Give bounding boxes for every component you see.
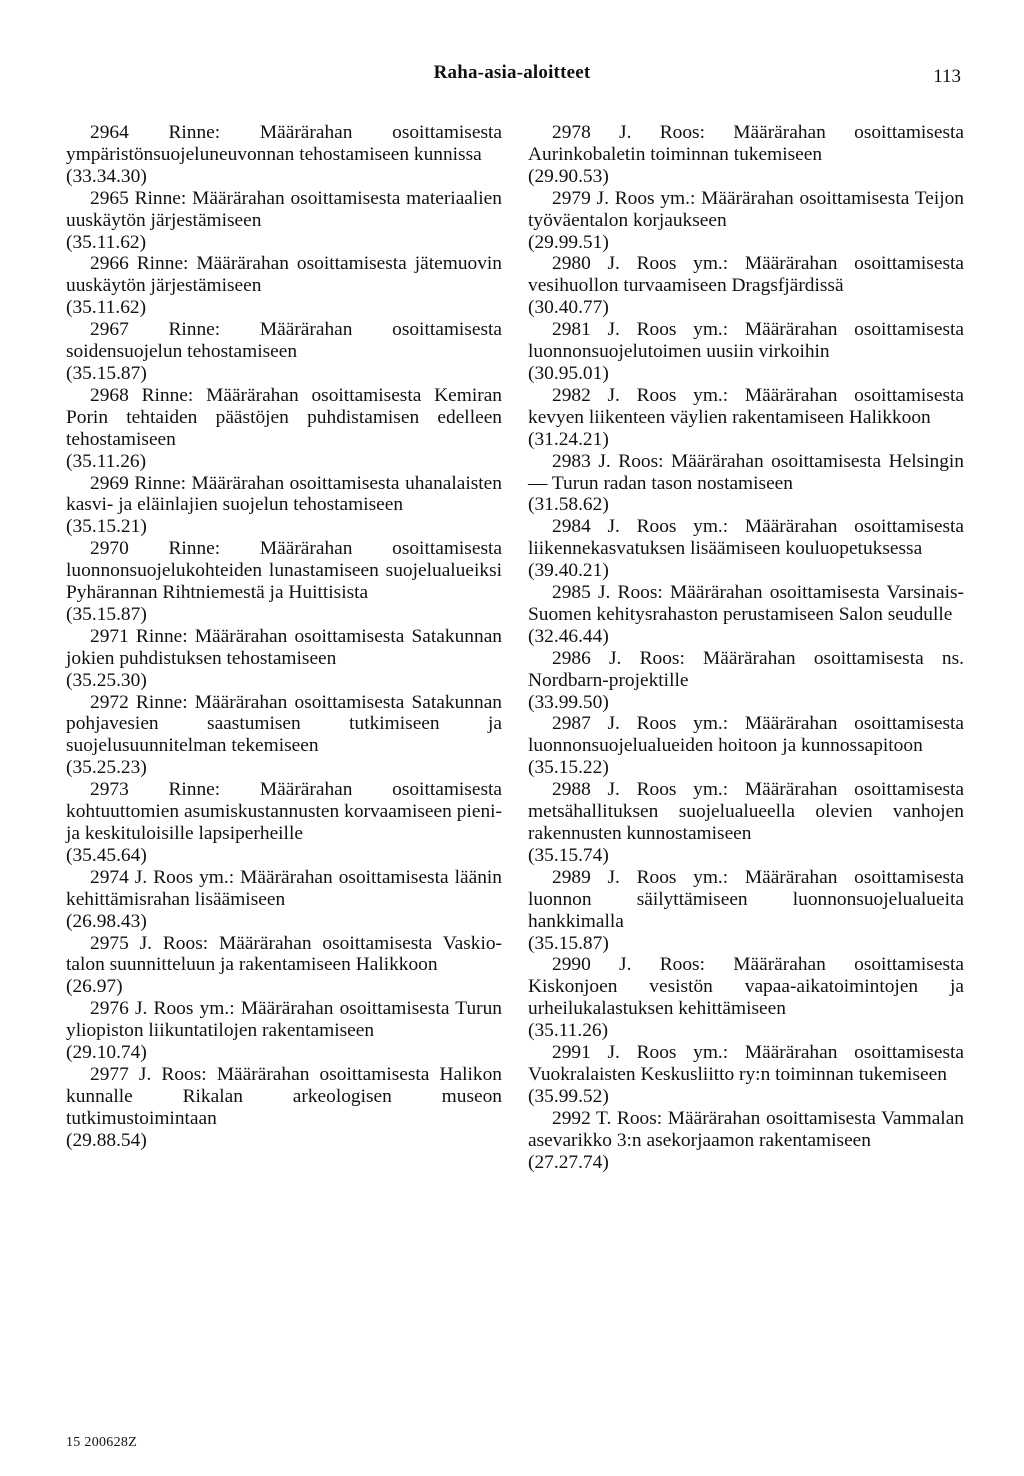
budget-code: (35.11.26) — [528, 1020, 609, 1042]
entry-title: 2968 Rinne: Määrärahan osoittamisesta Kemiran Porin tehtaiden päästöjen puhdistamisen edelleen tehostamiseen — [66, 384, 502, 450]
entry-title: 2984 J. Roos ym.: Määrärahan osoittamisesta liikennekasvatuksen lisäämiseen kouluopetuksessa — [528, 516, 964, 560]
entry-title: 2978 J. Roos: Määrärahan osoittamisesta Aurinkobaletin toiminnan tukemiseen — [528, 122, 964, 165]
entry-2972 — [66, 692, 502, 780]
budget-code: (26.98.43) — [66, 910, 147, 932]
entry-title: 2991 J. Roos ym.: Määrärahan osoittamisesta Vuokralaisten Keskusliitto ry:n toiminnan tukemiseen — [528, 1042, 964, 1085]
entry-title: 2975 J. Roos: Määrärahan osoittamisesta Vaskio-talon suunnitteluun ja rakentamiseen Halikkoon — [66, 932, 502, 976]
entry-2970 — [66, 538, 502, 626]
entry-title: 2977 J. Roos: Määrärahan osoittamisesta Halikon kunnalle Rikalan arkeologisen museon tutkimustoimintaan — [66, 1063, 502, 1129]
entry-2981 — [528, 319, 964, 385]
entry-title: 2972 Rinne: Määrärahan osoittamisesta Satakunnan pohjavesien saastumisen tutkimiseen ja suojelusuunnitelman tekemiseen — [66, 691, 502, 757]
budget-code: (35.11.26) — [66, 450, 147, 472]
entry-title: 2983 J. Roos: Määrärahan osoittamisesta Helsingin — Turun radan tason nostamiseen — [528, 450, 964, 494]
entry-title: 2966 Rinne: Määrärahan osoittamisesta jätemuovin uuskäytön järjestämiseen — [66, 253, 502, 297]
entry-title: 2981 J. Roos ym.: Määrärahan osoittamisesta luonnonsuojelutoimen uusiin virkoihin — [528, 319, 964, 363]
entry-2982 — [528, 385, 964, 451]
budget-code: (29.88.54) — [66, 1129, 147, 1151]
entry-title: 2989 J. Roos ym.: Määrärahan osoittamisesta luonnon säilyttämiseen luonnonsuojelualueita hankkimalla — [528, 866, 964, 932]
entry-2980 — [528, 253, 964, 319]
entry-title: 2970 Rinne: Määrärahan osoittamisesta luonnonsuojelukohteiden lunastamiseen suojelualueiksi Pyhärannan Rihtniemestä ja Huittisista — [66, 538, 502, 604]
entry-2990 — [528, 954, 964, 1042]
entry-2973 — [66, 779, 502, 867]
entry-title: 2967 Rinne: Määrärahan osoittamisesta soidensuojelun tehostamiseen — [66, 319, 502, 363]
budget-code: (27.27.74) — [528, 1151, 609, 1173]
entry-2969 — [66, 473, 502, 539]
entry-2979 — [528, 188, 964, 254]
budget-code: (35.99.52) — [528, 1085, 609, 1107]
entry-2983 — [528, 451, 964, 517]
page-number: 113 — [933, 66, 961, 87]
entry-title: 2980 J. Roos ym.: Määrärahan osoittamisesta vesihuollon turvaamiseen Dragsfjärdissä — [528, 253, 964, 297]
entry-2985 — [528, 582, 964, 648]
entry-title: 2974 J. Roos ym.: Määrärahan osoittamisesta läänin kehittämisrahan lisäämiseen — [66, 866, 502, 910]
entry-2965 — [66, 188, 502, 254]
entry-title: 2976 J. Roos ym.: Määrärahan osoittamisesta Turun yliopiston liikuntatilojen rakentamiseen — [66, 998, 502, 1042]
budget-code: (35.15.87) — [528, 932, 609, 954]
running-title: Raha-asia-aloitteet — [433, 62, 591, 83]
entry-2976 — [66, 998, 502, 1064]
entry-title: 2988 J. Roos ym.: Määrärahan osoittamisesta metsähallituksen suojelualueella olevien vanhojen rakennusten kunnostamiseen — [528, 779, 964, 844]
budget-code: (31.24.21) — [528, 428, 609, 450]
budget-code: (35.15.74) — [528, 844, 609, 866]
budget-code: (35.15.22) — [528, 757, 609, 779]
entry-title: 2982 J. Roos ym.: Määrärahan osoittamisesta kevyen liikenteen väylien rakentamiseen Halikkoon — [528, 384, 964, 428]
budget-code: (29.10.74) — [66, 1042, 147, 1064]
budget-code: (33.99.50) — [528, 691, 609, 713]
budget-code: (35.45.64) — [66, 844, 147, 866]
budget-code: (29.90.53) — [528, 165, 609, 187]
entry-title: 2969 Rinne: Määrärahan osoittamisesta uhanalaisten kasvi- ja eläinlajien suojelun tehostamiseen — [66, 472, 502, 516]
budget-code: (35.11.62) — [66, 231, 147, 253]
entry-title: 2979 J. Roos ym.: Määrärahan osoittamisesta Teijon työväentalon korjaukseen — [528, 187, 964, 231]
budget-code: (32.46.44) — [528, 625, 609, 647]
entry-2967 — [66, 319, 502, 385]
budget-code: (26.97) — [66, 976, 123, 998]
entry-2968 — [66, 385, 502, 473]
left-column — [66, 122, 502, 1152]
entry-title: 2964 Rinne: Määrärahan osoittamisesta ympäristönsuojeluneuvonnan tehostamiseen kunnissa — [66, 122, 502, 165]
entry-2977 — [66, 1064, 502, 1152]
budget-code: (29.99.51) — [528, 231, 609, 253]
entry-2991 — [528, 1042, 964, 1108]
entry-title: 2965 Rinne: Määrärahan osoittamisesta materiaalien uuskäytön järjestämiseen — [66, 187, 502, 231]
entry-title: 2986 J. Roos: Määrärahan osoittamisesta ns. Nordbarn-projektille — [528, 647, 964, 691]
entry-2988 — [528, 779, 964, 867]
entry-title: 2973 Rinne: Määrärahan osoittamisesta kohtuuttomien asumiskustannusten korvaamiseen pieni- ja keskituloisille lapsiperheille — [66, 779, 502, 844]
budget-code: (35.15.87) — [66, 603, 147, 625]
entry-2992 — [528, 1108, 964, 1174]
budget-code: (33.34.30) — [66, 165, 147, 187]
budget-code: (30.95.01) — [528, 362, 609, 384]
entry-2966 — [66, 253, 502, 319]
budget-code: (31.58.62) — [528, 494, 609, 516]
budget-code: (39.40.21) — [528, 560, 609, 582]
entry-title: 2990 J. Roos: Määrärahan osoittamisesta Kiskonjoen vesistön vapaa-aikatoimintojen ja urheilukalastuksen kehittämiseen — [528, 954, 964, 1020]
entry-2989 — [528, 867, 964, 955]
entry-title: 2992 T. Roos: Määrärahan osoittamisesta Vammalan asevarikko 3:n asekorjaamon rakentamiseen — [528, 1107, 964, 1151]
entry-title: 2987 J. Roos ym.: Määrärahan osoittamisesta luonnonsuojelualueiden hoitoon ja kunnossapitoon — [528, 713, 964, 757]
budget-code: (35.25.23) — [66, 757, 147, 779]
printer-signature-mark: 15 200628Z — [66, 1435, 138, 1450]
budget-code: (35.25.30) — [66, 669, 147, 691]
budget-code: (30.40.77) — [528, 297, 609, 319]
budget-code: (35.15.21) — [66, 516, 147, 538]
entry-2971 — [66, 626, 502, 692]
entry-title: 2985 J. Roos: Määrärahan osoittamisesta Varsinais-Suomen kehitysrahaston perustamiseen Salon seudulle — [528, 582, 964, 625]
budget-code: (35.15.87) — [66, 362, 147, 384]
entry-2978 — [528, 122, 964, 188]
right-column — [528, 122, 964, 1174]
entry-2964 — [66, 122, 502, 188]
entry-2986 — [528, 648, 964, 714]
entry-title: 2971 Rinne: Määrärahan osoittamisesta Satakunnan jokien puhdistuksen tehostamiseen — [66, 625, 502, 669]
entry-2974 — [66, 867, 502, 933]
entry-2975 — [66, 933, 502, 999]
budget-code: (35.11.62) — [66, 297, 147, 319]
entry-2987 — [528, 713, 964, 779]
entry-2984 — [528, 516, 964, 582]
